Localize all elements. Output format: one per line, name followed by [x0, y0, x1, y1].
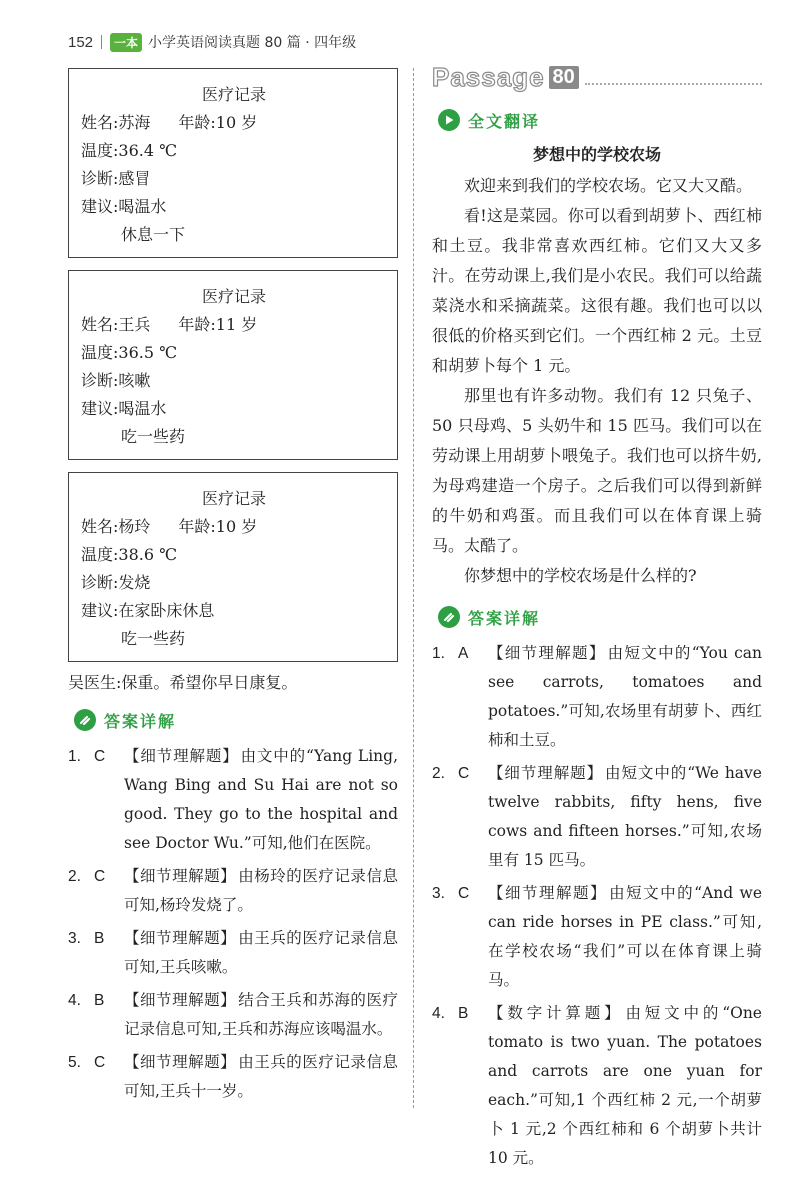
answer-list: [432, 639, 762, 1173]
record-advice: 建议:喝温水: [81, 399, 167, 418]
medical-record-su-hai: [68, 68, 398, 258]
section-label: 答案详解: [468, 608, 541, 628]
question-type-tag: 【细节理解题】: [488, 764, 604, 782]
question-type-tag: 【细节理解题】: [124, 991, 237, 1009]
translation-paragraph: 看!这是菜园。你可以看到胡萝卜、西红柿和土豆。我非常喜欢西红柿。它们又大又多汁。在劳动课上,我们是小农民。我们可以给蔬菜浇水和采摘蔬菜。这很有趣。我们也可以以很低的价格买到它们。一个西红柿 2 元。土豆和胡萝卜每个 1 元。: [432, 206, 762, 375]
answer-letter: B: [94, 930, 105, 947]
record-advice: 建议:在家卧床休息: [81, 601, 215, 620]
record-advice-extra: 吃一些药: [121, 427, 186, 446]
section-label: 全文翻译: [468, 111, 541, 131]
answer-number: 1.: [68, 748, 81, 765]
record-name-row: [81, 513, 387, 541]
explanation-text: 由短文中的“One tomato is two yuan. The potatoes and carrots are one yuan for each.”可知,1 个西红柿 2 元,一个胡萝卜 1 元,2 个西红柿和 6 个胡萝卜共计 10 元。: [488, 1004, 762, 1167]
answer-item: [432, 879, 762, 995]
explanation-text: 由杨玲的医疗记录信息可知,杨玲发烧了。: [124, 867, 398, 914]
answer-letter: C: [94, 1054, 106, 1071]
answer-explanation: [124, 924, 398, 982]
translation-paragraph: 你梦想中的学校农场是什么样的?: [464, 566, 697, 585]
record-age: 年龄:10 岁: [178, 517, 258, 536]
answer-explanation: [488, 879, 762, 995]
answer-number: 1.: [432, 645, 445, 662]
right-column: [432, 62, 762, 1177]
record-diagnosis: 诊断:发烧: [81, 573, 151, 592]
book-title: 小学英语阅读真题 80 篇 · 四年级: [148, 35, 357, 51]
record-name-row: [81, 311, 387, 339]
translation-title: 梦想中的学校农场: [532, 145, 661, 164]
record-name: 姓名:苏海: [81, 113, 151, 132]
header-divider: [101, 35, 102, 49]
answer-number: 2.: [68, 868, 81, 885]
answer-item: [432, 639, 762, 755]
explanation-text: 由文中的“Yang Ling, Wang Bing and Su Hai are not so good. They go to the hospital and see Doctor Wu.”可知,他们在医院。: [124, 747, 398, 852]
explanation-text: 由短文中的“And we can ride horses in PE class.”可知,在学校农场“我们”可以在体育课上骑马。: [488, 884, 762, 989]
answer-number: 4.: [68, 992, 81, 1009]
answer-explanation: [124, 862, 398, 920]
question-type-tag: 【细节理解题】: [488, 644, 606, 662]
record-temperature: 温度:38.6 ℃: [81, 545, 178, 564]
record-temperature: 温度:36.4 ℃: [81, 141, 178, 160]
question-type-tag: 【细节理解题】: [124, 867, 237, 885]
answer-number: 3.: [432, 885, 445, 902]
question-type-tag: 【细节理解题】: [124, 747, 239, 765]
explanation-text: 由王兵的医疗记录信息可知,王兵咳嗽。: [124, 929, 398, 976]
answer-letter: B: [458, 1005, 469, 1022]
answer-explanation: [488, 639, 762, 755]
publisher-logo: 一本: [110, 33, 142, 52]
answer-number: 3.: [68, 930, 81, 947]
column-divider: [413, 68, 414, 1108]
question-type-tag: 【数字计算题】: [488, 1004, 624, 1022]
translation-paragraph: 欢迎来到我们的学校农场。它又大又酷。: [464, 176, 753, 195]
answer-section-heading: [74, 706, 398, 734]
answer-explanation: [124, 742, 398, 858]
answer-number: 2.: [432, 765, 445, 782]
answer-letter: A: [458, 645, 469, 662]
answer-number: 4.: [432, 1005, 445, 1022]
answer-explanation: [124, 1048, 398, 1106]
answer-item: [68, 986, 398, 1044]
translation-paragraph: 那里也有许多动物。我们有 12 只兔子、50 只母鸡、5 头奶牛和 15 匹马。我们可以在劳动课上用胡萝卜喂兔子。我们也可以挤牛奶,为母鸡建造一个房子。之后我们可以得到新鲜的牛奶和鸡蛋。而且我们可以在体育课上骑马。太酷了。: [432, 386, 762, 555]
doctor-message: 吴医生:保重。希望你早日康复。: [68, 673, 298, 692]
answer-explanation: [488, 999, 762, 1173]
record-title: 医疗记录: [201, 85, 266, 104]
answer-letter: C: [458, 885, 470, 902]
record-advice-extra: 休息一下: [121, 225, 186, 244]
record-name: 姓名:王兵: [81, 315, 151, 334]
record-diagnosis: 诊断:咳嗽: [81, 371, 151, 390]
explanation-text: 由短文中的“We have twelve rabbits, fifty hens, five cows and fifteen horses.”可知,农场里有 15 匹马。: [488, 764, 762, 869]
translation-section-heading: [438, 106, 762, 134]
answer-letter: C: [94, 748, 106, 765]
record-title: 医疗记录: [201, 489, 266, 508]
answer-item: [68, 1048, 398, 1106]
passage-word: Passage: [432, 61, 545, 92]
answer-item: [68, 742, 398, 858]
explanation-text: 由王兵的医疗记录信息可知,王兵十一岁。: [124, 1053, 398, 1100]
answer-item: [432, 999, 762, 1173]
answer-item: [68, 924, 398, 982]
medical-record-wang-bing: [68, 270, 398, 460]
record-name: 姓名:杨玲: [81, 517, 151, 536]
question-type-tag: 【细节理解题】: [488, 884, 608, 902]
answer-item: [432, 759, 762, 875]
heading-dotted-rule: [585, 69, 762, 85]
explanation-text: 结合王兵和苏海的医疗记录信息可知,王兵和苏海应该喝温水。: [124, 991, 398, 1038]
passage-number: 80: [549, 66, 579, 89]
section-label: 答案详解: [104, 711, 177, 731]
page-number: 152: [68, 33, 94, 51]
record-diagnosis: 诊断:感冒: [81, 169, 151, 188]
medical-record-yang-ling: [68, 472, 398, 662]
answer-explanation: [488, 759, 762, 875]
question-type-tag: 【细节理解题】: [124, 929, 237, 947]
answer-letter: C: [94, 868, 106, 885]
page-header: [68, 30, 356, 54]
record-temperature: 温度:36.5 ℃: [81, 343, 178, 362]
answer-letter: C: [458, 765, 470, 782]
answer-key-icon: [74, 709, 96, 731]
record-title: 医疗记录: [201, 287, 266, 306]
record-advice-extra: 吃一些药: [121, 629, 186, 648]
record-age: 年龄:11 岁: [178, 315, 258, 334]
answer-item: [68, 862, 398, 920]
explanation-text: 由短文中的“You can see carrots, tomatoes and potatoes.”可知,农场里有胡萝卜、西红柿和土豆。: [488, 644, 762, 749]
answer-number: 5.: [68, 1054, 81, 1071]
play-icon: [438, 109, 460, 131]
record-age: 年龄:10 岁: [178, 113, 258, 132]
left-column: [68, 68, 398, 1110]
record-name-row: [81, 109, 387, 137]
answer-key-icon: [438, 606, 460, 628]
answer-section-heading: [438, 603, 762, 631]
answer-list: [68, 742, 398, 1106]
answer-explanation: [124, 986, 398, 1044]
record-advice: 建议:喝温水: [81, 197, 167, 216]
passage-heading: [432, 62, 762, 92]
question-type-tag: 【细节理解题】: [124, 1053, 237, 1071]
answer-letter: B: [94, 992, 105, 1009]
